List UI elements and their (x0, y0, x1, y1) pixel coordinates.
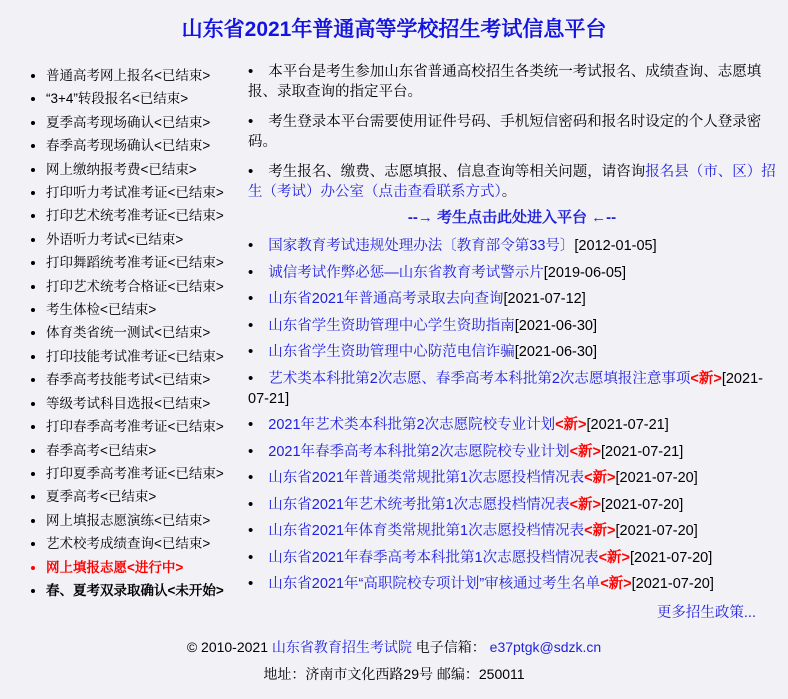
sidebar-item-status: <已结束> (154, 512, 211, 528)
sidebar-item-status: <已结束> (154, 114, 211, 130)
sidebar-item[interactable] (46, 368, 244, 391)
sidebar-item-status: <已结束> (154, 138, 211, 154)
sidebar-item-label: 打印春季高考准考证 (46, 419, 168, 435)
sidebar-item-status: <已结束> (131, 91, 189, 107)
sidebar-item[interactable] (46, 556, 244, 579)
sidebar-item-status: <已结束> (100, 442, 157, 458)
announcement-item (248, 342, 776, 362)
announcement-list (248, 236, 776, 594)
new-badge: <新> (569, 496, 602, 513)
sidebar-item-status: <进行中> (127, 559, 184, 575)
sidebar-item-status: <已结束> (100, 302, 157, 318)
announcement-link[interactable]: 山东省学生资助管理中心学生资助指南 (268, 317, 515, 334)
sidebar-item[interactable] (46, 64, 244, 87)
sidebar-item-label: 打印艺术统考合格证 (46, 278, 168, 294)
sidebar-item[interactable] (46, 532, 244, 555)
sidebar-item[interactable] (46, 275, 244, 298)
announcement-link[interactable]: 山东省2021年普通类常规批第1次志愿投档情况表 (268, 470, 585, 486)
announcement-date: [2021-07-20] (631, 576, 714, 592)
new-badge: <新> (598, 549, 631, 566)
intro-item-login (248, 112, 776, 152)
sidebar-item[interactable] (46, 462, 244, 485)
sidebar-item-status: <已结束> (154, 372, 211, 388)
sidebar-item-status: <已结束> (167, 185, 224, 201)
sidebar-item-label: 外语听力考试 (46, 231, 127, 247)
sidebar-item[interactable] (46, 158, 244, 181)
sidebar-item[interactable] (46, 485, 244, 508)
announcement-item (248, 369, 776, 409)
sidebar-item[interactable] (46, 579, 244, 602)
address-line: 地址：济南市文化西路29号 邮编：250011 (263, 665, 525, 682)
sidebar-item-status: <已结束> (154, 325, 211, 341)
announcement-item (248, 263, 776, 283)
sidebar-item-status: <已结束> (154, 395, 211, 411)
sidebar-item[interactable] (46, 509, 244, 532)
sidebar-item[interactable] (46, 251, 244, 274)
announcement-link[interactable]: 山东省学生资助管理中心防范电信诈骗 (268, 344, 515, 360)
enter-platform-link[interactable]: --→ 考生点击此处进入平台 ←-- (407, 209, 617, 226)
sidebar-item-status: <已结束> (167, 208, 224, 224)
page-title: 山东省2021年普通高等学校招生考试信息平台 (181, 18, 607, 41)
announcement-link[interactable]: 艺术类本科批第2次志愿、春季高考本科批第2次志愿填报注意事项 (268, 370, 691, 387)
sidebar-item[interactable] (46, 439, 244, 462)
sidebar-item-status: <已结束> (167, 348, 224, 364)
intro-item-platform (248, 62, 776, 102)
new-badge: <新> (555, 417, 587, 433)
sidebar-item-label: 打印舞蹈统考准考证 (46, 255, 168, 271)
sidebar-item-label: 夏季高考现场确认 (46, 114, 154, 130)
sidebar-item-label: 打印夏季高考准考证 (46, 465, 168, 481)
footer-copyright-line (0, 634, 788, 661)
announcement-date: [2019-06-05] (543, 264, 626, 281)
enter-row (248, 206, 776, 227)
intro-list (248, 62, 776, 202)
sidebar-item[interactable] (46, 204, 244, 227)
sidebar-item-status: <已结束> (127, 231, 184, 247)
more-policies-link[interactable]: 更多招生政策... (656, 604, 756, 621)
announcement-date: [2021-07-20] (630, 549, 713, 566)
sidebar-item[interactable] (46, 415, 244, 438)
intro-contact-period: 。 (501, 184, 517, 200)
announcement-link[interactable]: 山东省2021年体育类常规批第1次志愿投档情况表 (268, 523, 585, 539)
sidebar-item-status: <已结束> (167, 419, 224, 435)
sidebar-item-status: <已结束> (140, 161, 197, 177)
announcement-item (248, 548, 776, 568)
announcement-link[interactable]: 山东省2021年普通高考录取去向查询 (268, 291, 504, 307)
sidebar-menu (16, 64, 244, 626)
sidebar-item[interactable] (46, 345, 244, 368)
new-badge: <新> (584, 523, 616, 539)
announcement-link[interactable]: 山东省2021年艺术统考批第1次志愿投档情况表 (268, 496, 570, 513)
sidebar-item-label: 网上填报志愿 (46, 559, 127, 575)
announcement-link[interactable]: 2021年艺术类本科批第2次志愿院校专业计划 (268, 417, 556, 433)
sidebar-item[interactable] (46, 111, 244, 134)
sidebar-item-status: <已结束> (154, 68, 211, 83)
announcement-link[interactable]: 2021年春季高考本科批第2次志愿院校专业计划 (268, 443, 570, 460)
intro-contact-text: 考生报名、缴费、志愿填报、信息查询等相关问题，请咨询 (268, 164, 646, 180)
sidebar-item-label: 考生体检 (46, 302, 100, 318)
sidebar-item[interactable] (46, 321, 244, 344)
announcement-date: [2021-07-20] (615, 470, 698, 486)
main-area (0, 52, 788, 626)
email-link[interactable]: e37ptgk@sdzk.cn (489, 638, 602, 655)
sidebar-item-status: <已结束> (167, 255, 224, 271)
announcement-item (248, 574, 776, 594)
announcement-date: [2021-07-20] (615, 523, 698, 539)
new-badge: <新> (600, 576, 632, 592)
sidebar-item[interactable] (46, 228, 244, 251)
contact-office-link[interactable]: 报名县（市、区）招生（考试）办公室（点击查看联系方式） (248, 164, 776, 200)
sidebar-item[interactable] (46, 298, 244, 321)
email-label: 电子信箱： (415, 638, 486, 655)
sidebar-item-label: 等级考试科目选报 (46, 395, 154, 411)
sidebar-item-label: 网上填报志愿演练 (46, 512, 154, 528)
sidebar-item[interactable] (46, 87, 244, 110)
intro-platform-text: 本平台是考生参加山东省普通高校招生各类统一考试报名、成绩查询、志愿填报、录取查询的指定平台。 (248, 64, 762, 100)
sidebar-item-status: <未开始> (167, 582, 224, 598)
announcement-item (248, 442, 776, 462)
sidebar-item-label: 网上缴纳报考费 (46, 161, 141, 177)
sidebar-item-label: 春季高考技能考试 (46, 372, 154, 388)
intro-item-contact (248, 162, 776, 202)
announcement-link[interactable]: 山东省2021年春季高考本科批第1次志愿投档情况表 (268, 549, 599, 566)
announcement-item (248, 316, 776, 336)
announcement-link[interactable]: 诚信考试作弊必惩—山东省教育考试警示片 (268, 264, 544, 281)
copyright-text: © 2010-2021 (186, 638, 268, 655)
sidebar-item-label: 打印听力考试准考证 (46, 185, 168, 201)
announcement-item (248, 495, 776, 515)
announcement-item (248, 236, 776, 256)
more-row (248, 601, 756, 622)
announcement-link[interactable]: 国家教育考试违规处理办法〔教育部令第33号〕 (268, 238, 575, 254)
sidebar-item-label: “3+4”转段报名 (46, 91, 132, 107)
announcement-date: [2021-07-21] (248, 370, 763, 407)
footer (0, 634, 788, 688)
sidebar-item-status: <已结束> (167, 278, 224, 294)
announcement-item (248, 415, 776, 435)
intro-login-text: 考生登录本平台需要使用证件号码、手机短信密码和报名时设定的个人登录密码。 (248, 114, 762, 150)
announcement-date: [2021-07-12] (503, 291, 586, 307)
announcement-date: [2021-07-21] (586, 417, 669, 433)
new-badge: <新> (569, 443, 602, 460)
sidebar-item[interactable] (46, 134, 244, 157)
announcement-date: [2021-06-30] (514, 317, 597, 334)
sidebar-item-label: 夏季高考 (46, 489, 100, 505)
sidebar-item-status: <已结束> (154, 536, 211, 552)
announcement-link[interactable]: 山东省2021年“高职院校专项计划”审核通过考生名单 (268, 576, 601, 592)
new-badge: <新> (690, 370, 722, 387)
org-link[interactable]: 山东省教育招生考试院 (271, 638, 412, 655)
announcement-item (248, 289, 776, 309)
content-column (248, 62, 778, 626)
sidebar-item-label: 春季高考 (46, 442, 100, 458)
sidebar-item-label: 春季高考现场确认 (46, 138, 154, 154)
announcement-date: [2021-07-21] (601, 443, 684, 460)
sidebar-item-label: 普通高考网上报名 (46, 68, 154, 83)
announcement-date: [2021-07-20] (601, 496, 684, 513)
sidebar-item-status: <已结束> (100, 489, 157, 505)
sidebar-item-label: 春、夏考双录取确认 (46, 582, 168, 598)
sidebar-item-label: 打印艺术统考准考证 (46, 208, 168, 224)
announcement-date: [2021-06-30] (514, 344, 597, 360)
announcement-item (248, 468, 776, 488)
sidebar-item-status: <已结束> (167, 465, 224, 481)
announcement-date: [2012-01-05] (574, 238, 657, 254)
sidebar-item[interactable] (46, 392, 244, 415)
sidebar-item[interactable] (46, 181, 244, 204)
sidebar-item-label: 体育类省统一测试 (46, 325, 154, 341)
announcement-item (248, 521, 776, 541)
new-badge: <新> (584, 470, 616, 486)
sidebar-item-label: 艺术校考成绩查询 (46, 536, 154, 552)
sidebar-item-label: 打印技能考试准考证 (46, 348, 168, 364)
